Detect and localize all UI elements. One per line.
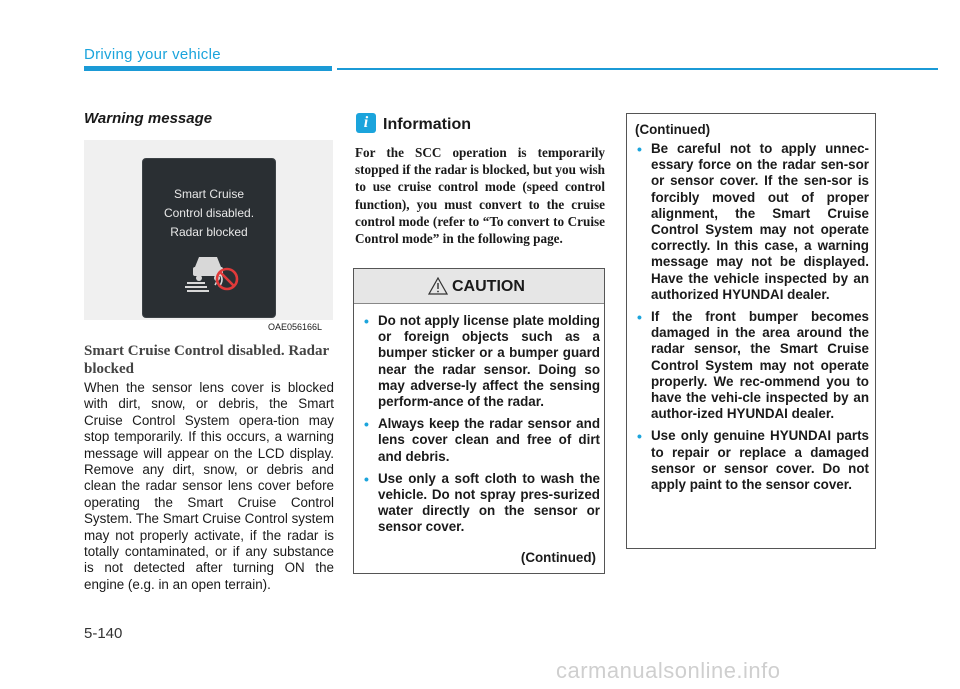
bullet-icon: • bbox=[364, 313, 369, 329]
header-rule-thin bbox=[337, 68, 938, 70]
radar-blocked-icon bbox=[185, 249, 241, 293]
lcd-display bbox=[142, 158, 276, 318]
list-item: • Use only a soft cloth to wash the vehicle. Do not spray pres-surized water directly on the sensor or sensor cover. bbox=[364, 470, 600, 535]
lcd-line-2: Control disabled. bbox=[163, 206, 255, 220]
bullet-icon: • bbox=[364, 470, 369, 487]
bullet-icon: • bbox=[637, 141, 642, 157]
continued-caution-box bbox=[626, 113, 876, 549]
continued-label: (Continued) bbox=[520, 550, 596, 565]
bullet-icon: • bbox=[637, 428, 642, 445]
warning-message-heading: Warning message bbox=[84, 110, 213, 127]
caution-label: CAUTION bbox=[452, 278, 525, 295]
list-item: • Use only genuine HYUNDAI parts to repair or replace a damaged sensor or sensor cover. Do not apply paint to the sensor cover. bbox=[637, 428, 869, 493]
list-item: • Be careful not to apply unnec-essary force on the radar sen-sor or sensor cover. If the sen-sor is forcibly moved out of proper alignment, the Smart Cruise Control System may not operate correctly. In this case, a warning message may not be displayed. Have the vehicle inspected by an authorized HYUNDAI dealer. bbox=[637, 141, 869, 302]
list-item: • If the front bumper becomes damaged in the area around the radar sensor, the Smart Cruise Control System may not operate properly. We rec-ommend you to have the vehi-cle inspected by an author-ized HYUNDAI dealer. bbox=[637, 309, 869, 422]
continued-list bbox=[637, 141, 869, 499]
lcd-line-1: Smart Cruise bbox=[173, 187, 244, 201]
bullet-icon: • bbox=[637, 309, 642, 326]
list-item: • Do not apply license plate molding or foreign objects such as a bumper sticker or a bumper guard near the radar sensor. Doing so may adverse-ly affect the sensing perform-ance of the radar. bbox=[364, 313, 600, 410]
caution-box bbox=[353, 268, 605, 574]
section-header-title: Driving your vehicle bbox=[84, 46, 221, 63]
warning-triangle-icon bbox=[428, 277, 448, 295]
caution-header bbox=[354, 269, 604, 304]
page-number: 5-140 bbox=[84, 625, 123, 642]
info-icon: i bbox=[356, 113, 376, 133]
list-item: • Always keep the radar sensor and lens cover clean and free of dirt and debris. bbox=[364, 416, 600, 464]
caution-list bbox=[364, 313, 600, 542]
bullet-icon: • bbox=[364, 416, 369, 433]
warning-body-text: When the sensor lens cover is blocked with dirt, snow, or debris, the Smart Cruise Control System opera-tion may stop temporarily. If this occurs, a warning message will appear on the LCD display. Remove any dirt, snow, or debris and clean the radar sensor lens cover before operating the Smart Cruise Control System. The Smart Cruise Control system may not properly activate, if the radar is totally contaminated, or if any substance is not detected after turning ON the engine (e.g. in an open terrain). bbox=[84, 380, 334, 592]
lcd-line-3: Radar blocked bbox=[170, 225, 248, 239]
information-text: For the SCC operation is temporarily stopped if the radar is blocked, but you wish to use cruise control mode (speed control function), you must convert to the cruise control mode (refer to “To convert to Cruise Control mode” in the following page. bbox=[355, 145, 605, 247]
lcd-figure bbox=[84, 140, 333, 320]
information-title: Information bbox=[383, 116, 471, 133]
continued-heading: (Continued) bbox=[635, 122, 711, 137]
watermark: carmanualsonline.info bbox=[556, 658, 781, 683]
header-rule-thick bbox=[84, 66, 332, 71]
figure-code: OAE056166L bbox=[268, 322, 323, 332]
warning-subheading: Smart Cruise Control disabled. Radar blocked bbox=[84, 343, 329, 377]
